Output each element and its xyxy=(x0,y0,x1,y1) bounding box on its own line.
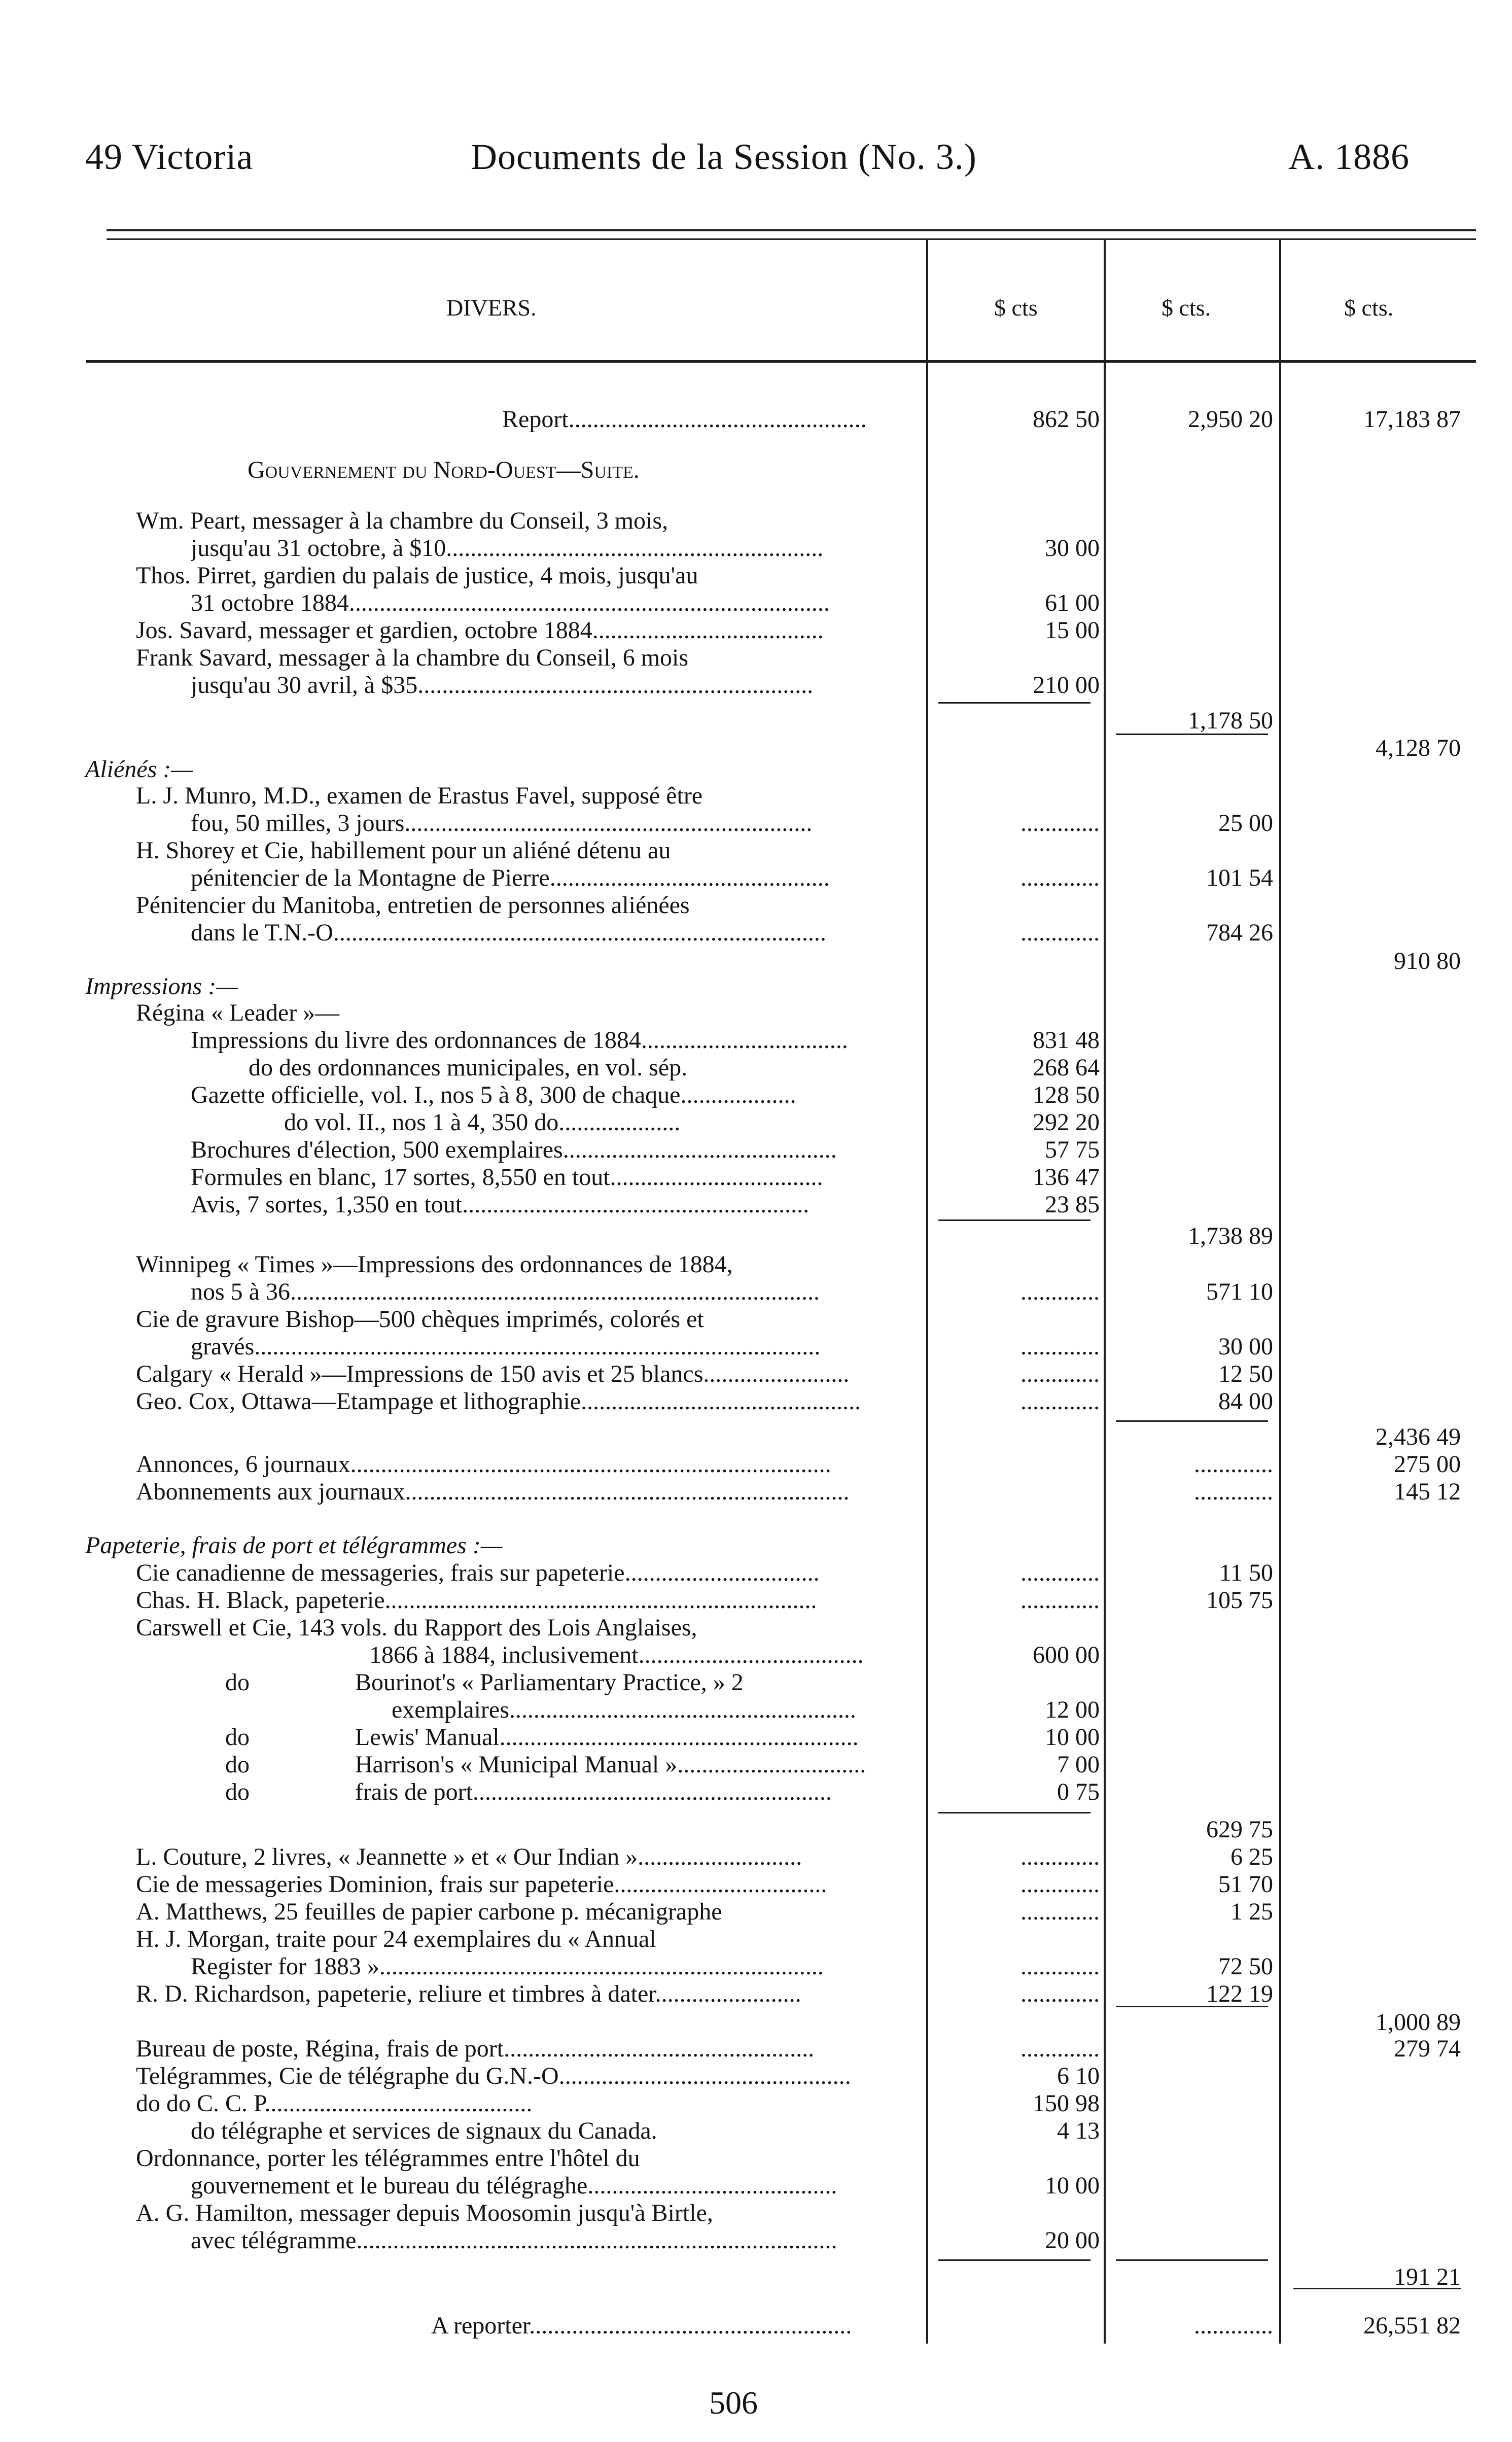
amount-c1: ............. xyxy=(1021,2035,1100,2062)
line-text: Cie canadienne de messageries, frais sur papeterie................................ xyxy=(136,1559,820,1586)
amount-c1: 0 75 xyxy=(1057,1778,1100,1805)
line-text: Wm. Peart, messager à la chambre du Conseil, 3 mois, xyxy=(136,507,669,534)
line-text: A. Matthews, 25 feuilles de papier carbone p. mécanigraphe xyxy=(136,1898,722,1925)
line-text: exemplaires......................................................... xyxy=(392,1696,856,1723)
amount-c1: 292 20 xyxy=(1033,1109,1100,1136)
line-text: Bourinot's « Parliamentary Practice, » 2 xyxy=(355,1669,744,1696)
line-text: do xyxy=(225,1778,250,1805)
line-text: do xyxy=(225,1669,250,1696)
amount-c1: 150 98 xyxy=(1033,2090,1100,2117)
amount-c3: 4,128 70 xyxy=(1376,735,1461,761)
amount-c3: 910 80 xyxy=(1394,948,1461,974)
page-number: 506 xyxy=(709,2385,758,2421)
line-text: Aliénés :— xyxy=(85,756,193,783)
line-text: nos 5 à 36....................................................................................... xyxy=(191,1278,820,1305)
amount-c1: ............. xyxy=(1021,810,1100,836)
line-text: Bureau de poste, Régina, frais de port................................................... xyxy=(136,2035,815,2062)
line-text: Annonces, 6 journaux............................................................................... xyxy=(136,1451,831,1478)
amount-c1: 23 85 xyxy=(1045,1191,1100,1218)
amount-c1: ............. xyxy=(1021,1898,1100,1925)
line-text: Impressions :— xyxy=(85,973,238,1000)
amount-c2: 72 50 xyxy=(1218,1953,1273,1980)
amount-c2: 25 00 xyxy=(1218,810,1273,836)
column-heading-2: $ cts. xyxy=(1162,295,1211,321)
amount-c1: 7 00 xyxy=(1057,1751,1100,1778)
line-text: Ordonnance, porter les télégrammes entre l'hôtel du xyxy=(136,2145,640,2172)
line-text: Geo. Cox, Ottawa—Etampage et lithographie.............................................. xyxy=(136,1388,861,1415)
line-text: L. Couture, 2 livres, « Jeannette » et « Our Indian »........................... xyxy=(136,1843,802,1870)
line-text: Winnipeg « Times »—Impressions des ordonnances de 1884, xyxy=(136,1251,733,1278)
line-text: Gouvernement du Nord-Ouest—Suite. xyxy=(248,457,640,483)
amount-c1: 862 50 xyxy=(1033,406,1100,433)
amount-c1: 6 10 xyxy=(1057,2063,1100,2089)
line-text: 31 octobre 1884............................................................................... xyxy=(191,589,830,616)
line-text: Cie de messageries Dominion, frais sur papeterie................................... xyxy=(136,1871,827,1898)
amount-c1: 15 00 xyxy=(1045,617,1100,644)
amount-c2: 122 19 xyxy=(1206,1980,1273,2007)
line-text: Pénitencier du Manitoba, entretien de personnes aliénées xyxy=(136,892,690,919)
line-text: dans le T.N.-O................................................................................. xyxy=(191,919,826,946)
header-right: A. 1886 xyxy=(1288,136,1410,177)
amount-c1: 831 48 xyxy=(1033,1027,1100,1054)
line-text: Thos. Pirret, gardien du palais de justice, 4 mois, jusqu'au xyxy=(136,562,698,589)
line-text: Chas. H. Black, papeterie....................................................................... xyxy=(136,1587,817,1614)
amount-c2: 105 75 xyxy=(1206,1587,1273,1614)
amount-c2: 1,738 89 xyxy=(1188,1223,1273,1249)
amount-c2: 1,178 50 xyxy=(1188,707,1273,734)
amount-c1: ............. xyxy=(1021,1980,1100,2007)
line-text: do do C. C. P............................................ xyxy=(136,2090,533,2117)
column-heading-rule xyxy=(86,360,1476,363)
amount-c2: 101 54 xyxy=(1206,864,1273,891)
line-text: Jos. Savard, messager et gardien, octobre 1884...................................... xyxy=(136,617,824,644)
subtotal-rule xyxy=(938,1219,1091,1221)
amount-c3: 1,000 89 xyxy=(1376,2009,1461,2036)
line-text: frais de port........................................................... xyxy=(355,1778,832,1805)
amount-c3: 279 74 xyxy=(1394,2035,1461,2062)
subtotal-rule xyxy=(1116,1420,1268,1422)
line-text: Telégrammes, Cie de télégraphe du G.N.-O................................................ xyxy=(136,2063,851,2089)
amount-c1: ............. xyxy=(1021,1871,1100,1898)
line-text: Papeterie, frais de port et télégrammes :— xyxy=(85,1532,503,1559)
amount-c1: ............. xyxy=(1021,1278,1100,1305)
line-text: jusqu'au 31 octobre, à $10.............................................................. xyxy=(191,535,824,562)
column-rule-2 xyxy=(1104,238,1106,2344)
header-center: Documents de la Session (No. 3.) xyxy=(471,136,977,177)
header-rule-top xyxy=(107,229,1476,231)
line-text: H. J. Morgan, traite pour 24 exemplaires du « Annual xyxy=(136,1926,656,1952)
line-text: do des ordonnances municipales, en vol. sép. xyxy=(249,1054,688,1081)
amount-c1: ............. xyxy=(1021,1843,1100,1870)
amount-c3: 2,436 49 xyxy=(1376,1423,1461,1450)
line-text: L. J. Munro, M.D., examen de Erastus Favel, supposé être xyxy=(136,782,703,809)
line-text: H. Shorey et Cie, habillement pour un aliéné détenu au xyxy=(136,837,671,864)
line-text: R. D. Richardson, papeterie, reliure et timbres à dater........................ xyxy=(136,1980,801,2007)
line-text: avec télégramme............................................................................... xyxy=(191,2227,837,2254)
line-text: Harrison's « Municipal Manual »............................... xyxy=(355,1751,866,1778)
amount-c2: 629 75 xyxy=(1206,1816,1273,1843)
amount-c2: 2,950 20 xyxy=(1188,406,1273,433)
amount-c1: ............. xyxy=(1021,1587,1100,1614)
line-text: gravés............................................................................................. xyxy=(191,1333,821,1360)
amount-c2: ............. xyxy=(1194,1451,1273,1478)
line-text: Brochures d'élection, 500 exemplaires............................................. xyxy=(191,1136,837,1163)
amount-c3: 145 12 xyxy=(1394,1478,1461,1505)
line-text: fou, 50 milles, 3 jours................................................................... xyxy=(191,810,813,836)
amount-c1: 128 50 xyxy=(1033,1082,1100,1108)
amount-c1: ............. xyxy=(1021,1333,1100,1360)
subtotal-rule xyxy=(1116,2259,1268,2261)
line-text: do xyxy=(225,1751,250,1778)
amount-c2: 84 00 xyxy=(1218,1388,1273,1415)
amount-c1: 57 75 xyxy=(1045,1136,1100,1163)
amount-c1: 20 00 xyxy=(1045,2227,1100,2254)
amount-c1: 10 00 xyxy=(1045,2172,1100,2199)
amount-c1: 12 00 xyxy=(1045,1696,1100,1723)
line-text: Lewis' Manual........................................................... xyxy=(355,1724,859,1751)
line-text: Gazette officielle, vol. I., nos 5 à 8, 300 de chaque................... xyxy=(191,1082,796,1108)
amount-c2: 51 70 xyxy=(1218,1871,1273,1898)
amount-c1: 30 00 xyxy=(1045,535,1100,562)
line-text: Abonnements aux journaux......................................................................... xyxy=(136,1478,850,1505)
column-rule-3 xyxy=(1279,238,1281,2344)
line-text: do vol. II., nos 1 à 4, 350 do.................... xyxy=(284,1109,681,1136)
subtotal-rule xyxy=(938,2259,1091,2261)
amount-c2: 571 10 xyxy=(1206,1278,1273,1305)
line-text: Carswell et Cie, 143 vols. du Rapport des Lois Anglaises, xyxy=(136,1614,697,1641)
line-text: A. G. Hamilton, messager depuis Moosomin jusqu'à Birtle, xyxy=(136,2200,713,2226)
amount-c2: ............. xyxy=(1194,1478,1273,1505)
amount-c2: ............. xyxy=(1194,2312,1273,2339)
column-rule-1 xyxy=(926,238,928,2344)
line-text: Formules en blanc, 17 sortes, 8,550 en tout................................... xyxy=(191,1164,823,1191)
amount-c3: 26,551 82 xyxy=(1363,2312,1461,2339)
amount-c2: 6 25 xyxy=(1230,1843,1273,1870)
amount-c2: 11 50 xyxy=(1219,1559,1273,1586)
line-text: do xyxy=(225,1724,250,1751)
line-text: Register for 1883 »......................................................................... xyxy=(191,1953,824,1980)
subtotal-rule xyxy=(938,1812,1091,1813)
line-text: Frank Savard, messager à la chambre du Conseil, 6 mois xyxy=(136,644,689,671)
line-text: do télégraphe et services de signaux du Canada. xyxy=(191,2117,657,2144)
line-text: Avis, 7 sortes, 1,350 en tout......................................................... xyxy=(191,1191,810,1218)
amount-c2: 30 00 xyxy=(1218,1333,1273,1360)
line-text: 1866 à 1884, inclusivement..................................... xyxy=(369,1642,864,1668)
amount-c1: 136 47 xyxy=(1033,1164,1100,1191)
amount-c1: ............. xyxy=(1021,864,1100,891)
amount-c1: ............. xyxy=(1021,919,1100,946)
amount-c1: 268 64 xyxy=(1033,1054,1100,1081)
header-rule-bottom xyxy=(107,238,1476,240)
column-heading-1: $ cts xyxy=(994,295,1038,321)
column-heading-label: DIVERS. xyxy=(446,295,537,321)
line-text: Calgary « Herald »—Impressions de 150 avis et 25 blancs........................ xyxy=(136,1360,850,1387)
line-text: pénitencier de la Montagne de Pierre.............................................. xyxy=(191,864,830,891)
amount-c1: ............. xyxy=(1021,1360,1100,1387)
amount-c1: 10 00 xyxy=(1045,1724,1100,1751)
amount-c1: ............. xyxy=(1021,1388,1100,1415)
amount-c1: 210 00 xyxy=(1033,672,1100,699)
amount-c1: 61 00 xyxy=(1045,589,1100,616)
amount-c3: 275 00 xyxy=(1394,1451,1461,1478)
amount-c3: 191 21 xyxy=(1394,2263,1461,2290)
line-text: Régina « Leader »— xyxy=(136,999,340,1026)
amount-c3: 17,183 87 xyxy=(1363,406,1461,433)
amount-c2: 12 50 xyxy=(1218,1360,1273,1387)
amount-c2: 1 25 xyxy=(1230,1898,1273,1925)
subtotal-rule xyxy=(938,702,1091,704)
amount-c1: 600 00 xyxy=(1033,1642,1100,1668)
line-text: gouvernement et le bureau du télégraghe......................................... xyxy=(191,2172,837,2199)
column-heading-3: $ cts. xyxy=(1344,295,1394,321)
line-text: jusqu'au 30 avril, à $35................................................................. xyxy=(191,672,814,699)
line-text: A reporter..................................................... xyxy=(431,2312,852,2339)
amount-c1: ............. xyxy=(1021,1953,1100,1980)
line-text: Report................................................. xyxy=(502,406,867,433)
header-left: 49 Victoria xyxy=(85,136,254,177)
amount-c1: 4 13 xyxy=(1057,2117,1100,2144)
line-text: Impressions du livre des ordonnances de 1884.................................. xyxy=(191,1027,848,1054)
amount-c1: ............. xyxy=(1021,1559,1100,1586)
amount-c2: 784 26 xyxy=(1206,919,1273,946)
line-text: Cie de gravure Bishop—500 chèques imprimés, colorés et xyxy=(136,1306,704,1333)
